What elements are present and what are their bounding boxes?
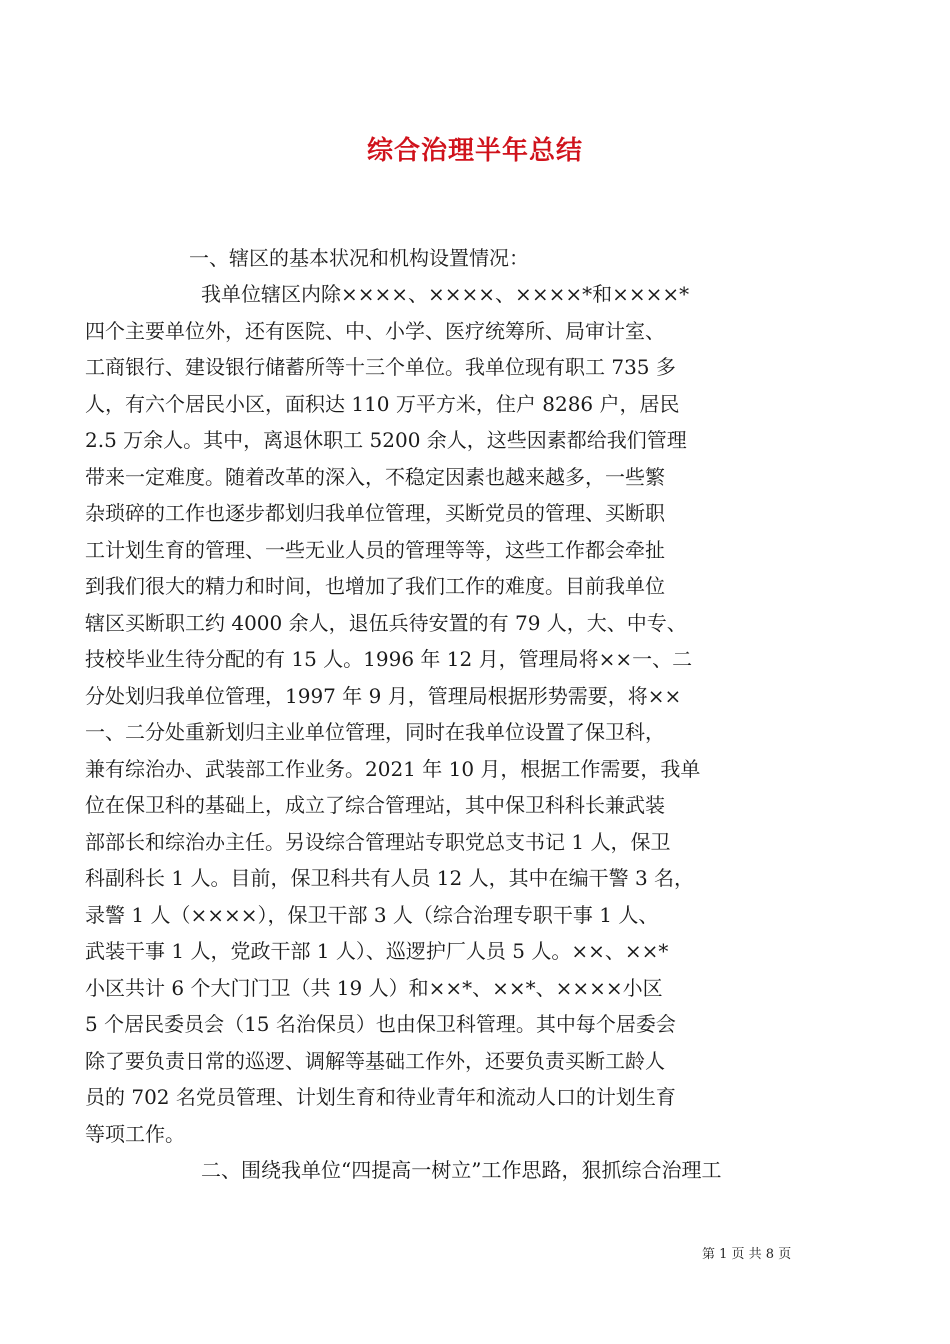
text-line: 一、二分处重新划归主业单位管理，同时在我单位设置了保卫科，: [85, 720, 665, 744]
text-line: 除了要负责日常的巡逻、调解等基础工作外，还要负责买断工龄人: [85, 1048, 665, 1073]
text-line: 部部长和综治办主任。另设综合管理站专职党总支书记 1 人，保卫: [85, 829, 671, 854]
text-line: 分处划归我单位管理，1997 年 9 月，管理局根据形势需要，将××: [85, 683, 682, 708]
text-line: 工计划生育的管理、一些无业人员的管理等等，这些工作都会牵扯: [85, 537, 665, 562]
paragraph-1: [85, 276, 807, 1152]
paragraph-2: [143, 1152, 807, 1189]
text-line: 我单位辖区内除××××、××××、××××*和××××*: [201, 282, 690, 306]
text-line: 2.5 万余人。其中，离退休职工 5200 余人，这些因素都给我们管理: [85, 428, 687, 452]
text-line: 二、围绕我单位“四提高一树立”工作思路，狠抓综合治理工: [201, 1158, 722, 1182]
text-line: 武装干事 1 人，党政干部 1 人）、巡逻护厂人员 5 人。××、××*: [85, 939, 669, 963]
text-line: 录警 1 人（××××），保卫干部 3 人（综合治理专职干事 1 人、: [85, 902, 659, 927]
text-line: 辖区买断职工约 4000 余人，退伍兵待安置的有 79 人，大、中专、: [85, 610, 687, 635]
text-line: 技校毕业生待分配的有 15 人。1996 年 12 月，管理局将××一、二: [85, 647, 693, 671]
text-line: 人，有六个居民小区，面积达 110 万平方米，住户 8286 户，居民: [85, 391, 680, 416]
text-line: 员的 702 名党员管理、计划生育和待业青年和流动人口的计划生育: [85, 1085, 676, 1109]
page-number: 第 1 页 共 8 页: [702, 1247, 792, 1262]
text-line: 科副科长 1 人。目前，保卫科共有人员 12 人，其中在编干警 3 名，: [85, 866, 695, 890]
text-line: 兼有综治办、武装部工作业务。2021 年 10 月，根据工作需要，我单: [85, 756, 701, 781]
text-line: 带来一定难度。随着改革的深入，不稳定因素也越来越多，一些繁: [85, 464, 665, 489]
text-line: 位在保卫科的基础上，成立了综合管理站，其中保卫科科长兼武装: [85, 793, 665, 817]
text-line: 杂琐碎的工作也逐步都划归我单位管理，买断党员的管理、买断职: [85, 501, 665, 525]
text-line: 等项工作。: [85, 1121, 185, 1146]
section-heading: 一、辖区的基本状况和机构设置情况：: [189, 246, 529, 270]
text-line: 小区共计 6 个大门门卫（共 19 人）和××*、××*、××××小区: [85, 975, 663, 1000]
text-line: 四个主要单位外，还有医院、中、小学、医疗统筹所、局审计室、: [85, 318, 665, 343]
text-line: 5 个居民委员会（15 名治保员）也由保卫科管理。其中每个居委会: [85, 1012, 676, 1036]
text-line: 工商银行、建设银行储蓄所等十三个单位。我单位现有职工 735 多: [85, 355, 676, 379]
text-line: 到我们很大的精力和时间，也增加了我们工作的难度。目前我单位: [85, 574, 665, 598]
page-title: 综合治理半年总结: [366, 136, 583, 166]
document-body: [85, 240, 807, 1189]
